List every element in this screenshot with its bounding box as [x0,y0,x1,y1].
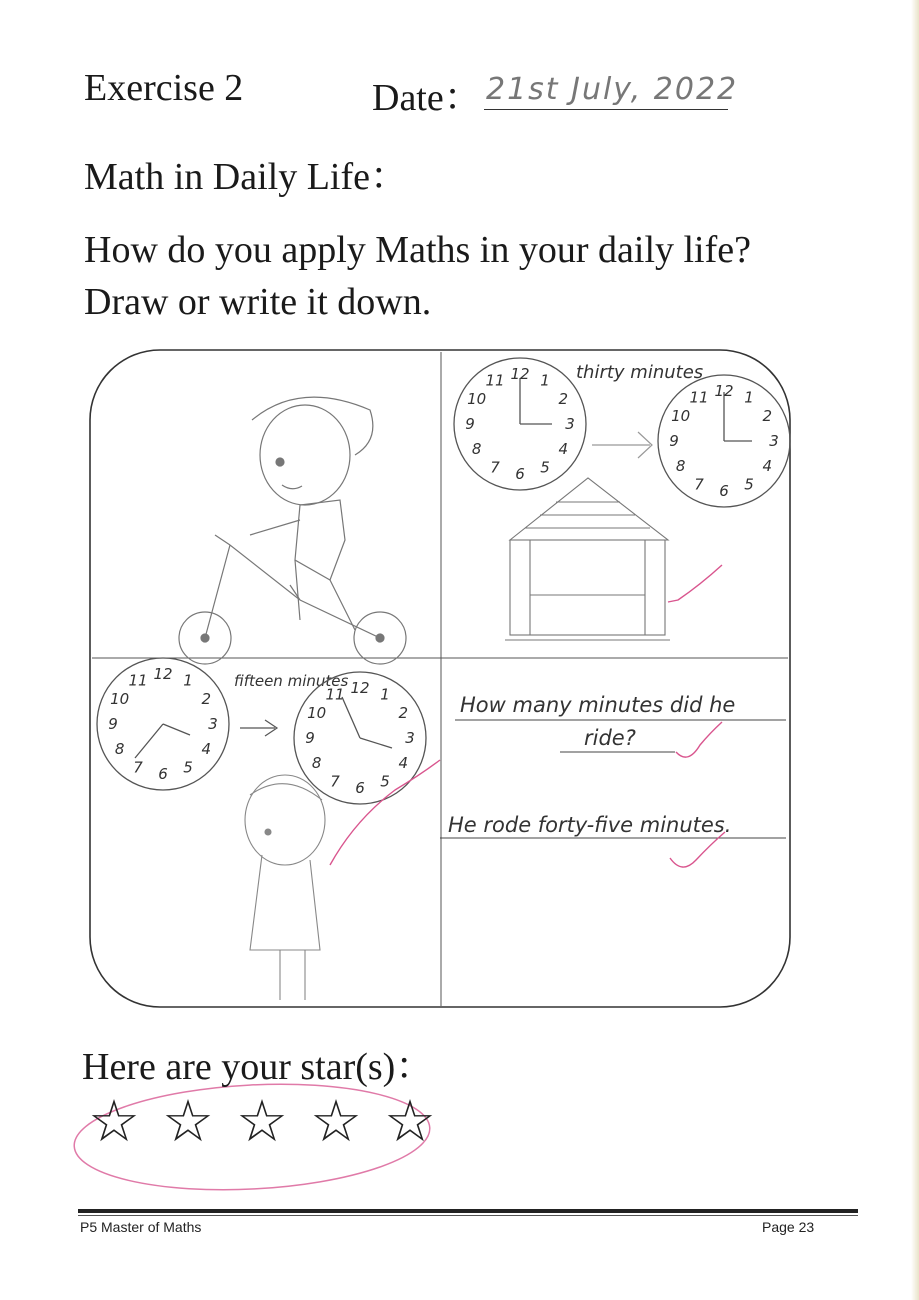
clock-numeral: 9 [465,415,475,433]
clock-numeral: 12 [510,365,530,383]
clock-numeral: 3 [769,432,779,450]
stars-row [88,1087,436,1155]
clock-numeral: 4 [558,440,569,458]
arm [250,520,300,535]
tick-mark-pavilion [668,565,722,602]
footer-rule-thin [78,1215,858,1216]
star-2: ☆ [162,1087,214,1155]
clock-numeral: 10 [467,390,487,408]
clock-numeral: 9 [108,715,118,733]
clock-numeral: 4 [201,740,212,758]
footer-rule [78,1209,858,1213]
clock-numeral: 3 [405,729,415,747]
star-1: ☆ [88,1087,140,1155]
clock-numeral: 11 [689,388,709,407]
clock-numeral: 3 [208,715,218,733]
boy-on-bicycle-drawing [179,397,406,664]
date-label: Date： [372,77,482,119]
clock-numeral: 9 [669,432,679,450]
clock-numeral: 2 [558,390,569,408]
arrow-bottom [240,720,277,736]
clock-numeral: 8 [471,440,482,458]
clock-numeral: 6 [515,465,525,483]
clock-numeral: 5 [540,458,550,477]
boy-head [260,405,350,505]
clock-numeral: 5 [380,772,390,791]
clock-numeral: 1 [380,685,390,704]
exercise-title: Exercise 2 [84,67,244,109]
clock-numeral: 6 [158,765,168,783]
panel-frame [90,350,790,1007]
clock-numeral: 12 [350,679,370,697]
clock-numeral: 1 [540,371,550,390]
clock-numeral: 1 [183,671,193,690]
clock-numeral: 10 [110,690,130,708]
clock-numeral: 8 [311,754,322,772]
clock-numeral: 6 [719,482,729,500]
stars-label: Here are your star(s)： [82,1046,434,1088]
section-subtitle: Math in Daily Life： [84,156,408,198]
boy-body [295,500,345,580]
question-line-2: Draw or write it down. [84,281,432,323]
tick-mark-answer [670,832,725,867]
clock-numeral: 9 [305,729,315,747]
clock-numeral: 2 [762,407,773,425]
tick-mark-question [676,722,722,757]
clock-numeral: 2 [201,690,212,708]
clock-numeral: 11 [325,685,345,704]
clock-numeral: 8 [114,740,125,758]
footer-page-number: Page 23 [762,1219,815,1235]
clock-numeral: 2 [398,704,409,722]
question-line-1: How do you apply Maths in your daily life? [84,229,752,271]
girl-drawing [245,775,325,1000]
answer-text: He rode forty-five minutes. [448,813,732,837]
clock-numeral: 12 [153,665,173,683]
clock-numeral: 5 [183,758,193,777]
footer-book-title: P5 Master of Maths [80,1219,202,1235]
top-caption: thirty minutes [576,362,704,383]
clock-numeral: 11 [128,671,148,690]
clock-numeral: 6 [355,779,365,797]
clock-numeral: 4 [762,457,773,475]
answer-question-line1: How many minutes did he [460,693,736,717]
clock-numeral: 11 [485,371,505,390]
clock-numeral: 3 [565,415,575,433]
clock-numeral: 12 [714,382,734,400]
star-4: ☆ [310,1087,362,1155]
star-5: ☆ [384,1087,436,1155]
date-handwritten-value: 21st July, 2022 [486,72,739,107]
star-3: ☆ [236,1087,288,1155]
answer-question-line2: ride? [584,726,636,750]
arrow-top [592,432,652,458]
clock-numeral: 7 [133,758,143,777]
clock-numeral: 10 [307,704,327,722]
clock-numeral: 1 [744,388,754,407]
clock-numeral: 4 [398,754,409,772]
clock-numeral: 7 [694,475,704,494]
clock-numeral: 8 [675,457,686,475]
pavilion-drawing [505,478,670,640]
clock-numeral: 10 [671,407,691,425]
clock-numeral: 7 [490,458,500,477]
bottom-caption: fifteen minutes [234,672,349,690]
clock-numeral: 7 [330,772,340,791]
clock-numeral: 5 [744,475,754,494]
